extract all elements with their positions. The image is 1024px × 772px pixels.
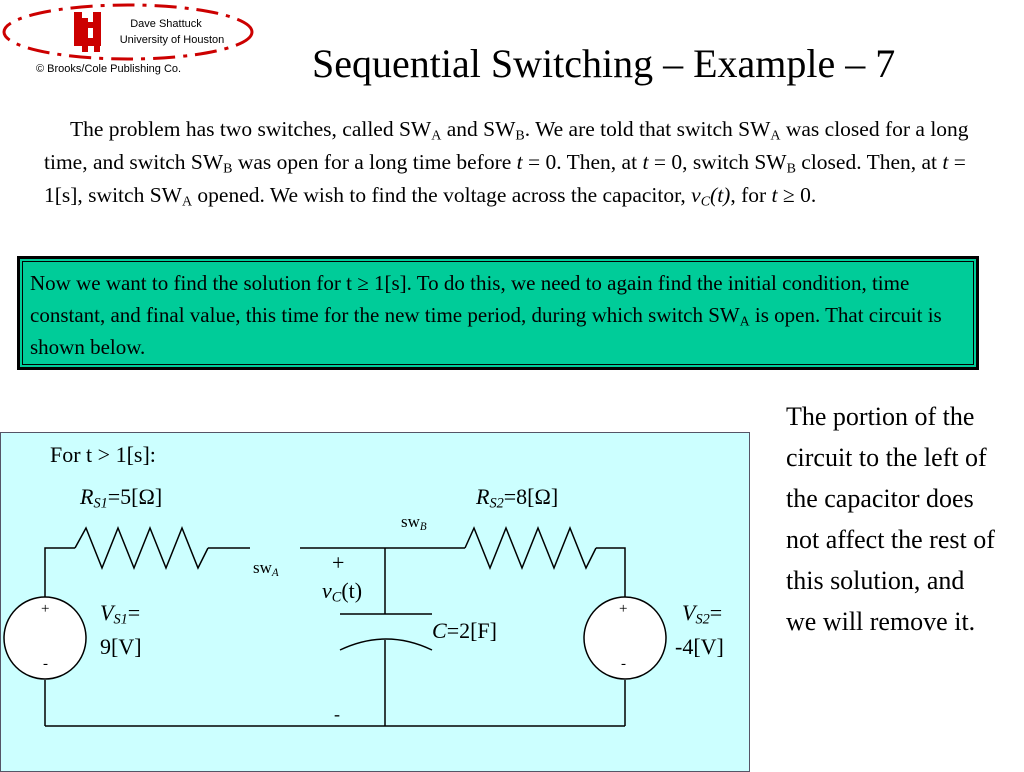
rs2-label: $R_{S2}=8[\Omega]$ — [476, 484, 559, 512]
page-title: Sequential Switching – Example – 7 — [312, 41, 896, 86]
vs1-plus: + — [41, 601, 50, 617]
uh-logo-icon — [74, 12, 101, 52]
rs2-resistor — [465, 528, 596, 568]
circuit-heading: For t > 1[s]: — [50, 442, 156, 467]
vs1-minus: - — [43, 656, 48, 672]
vs2-value: -4[V] — [675, 634, 724, 659]
vs1-value: 9[V] — [100, 634, 142, 659]
rs1-resistor — [75, 528, 208, 568]
logo-author: Dave Shattuck — [130, 18, 202, 30]
intro-paragraph: The problem has two switches, called $SW_A$ and $SW_B$. We are told that switch $SW_A$ was closed for a long time, and switch $SW_B$ was open for a long time before t = 0. Then, at t = 0, switch $SW_B$ closed. Then, at t = 1[s], switch $SW_A$ opened. We wish to find the voltage across the capacitor, $v_C(t)$, for t ≥ 0. — [44, 117, 969, 210]
vs2-plus: + — [619, 601, 628, 617]
swb-label: $sw_B$ — [401, 512, 427, 533]
side-explanation: The portion of the circuit to the left of the capacitor does not affect the rest of this solution, and we will remove it. — [786, 402, 995, 636]
cap-plate-bottom — [340, 639, 432, 650]
right-wire — [596, 548, 625, 597]
vc-minus: - — [334, 704, 340, 724]
vs1-label: $V_{S1}=$ — [100, 600, 141, 628]
left-wire-top — [45, 548, 75, 597]
vc-plus: + — [332, 550, 345, 575]
rs1-label: $R_{S1}=5[\Omega]$ — [80, 484, 163, 512]
swa-label: $sw_A$ — [253, 558, 279, 579]
logo-copyright: © Brooks/Cole Publishing Co. — [36, 63, 182, 75]
capacitor-label: C=2[F] — [432, 618, 497, 643]
vs2-label: $V_{S2}=$ — [682, 600, 723, 628]
vs2-minus: - — [621, 656, 626, 672]
logo-university: University of Houston — [119, 34, 225, 46]
note-box: Now we want to find the solution for t ≥ 1[s]. To do this, we need to again find the initial condition, time constant, and final value, this time for the new time period, during which switch $SW_A$ is open. That circuit is shown below. — [17, 256, 979, 370]
vc-label: $v_C(t)$ — [322, 578, 363, 606]
